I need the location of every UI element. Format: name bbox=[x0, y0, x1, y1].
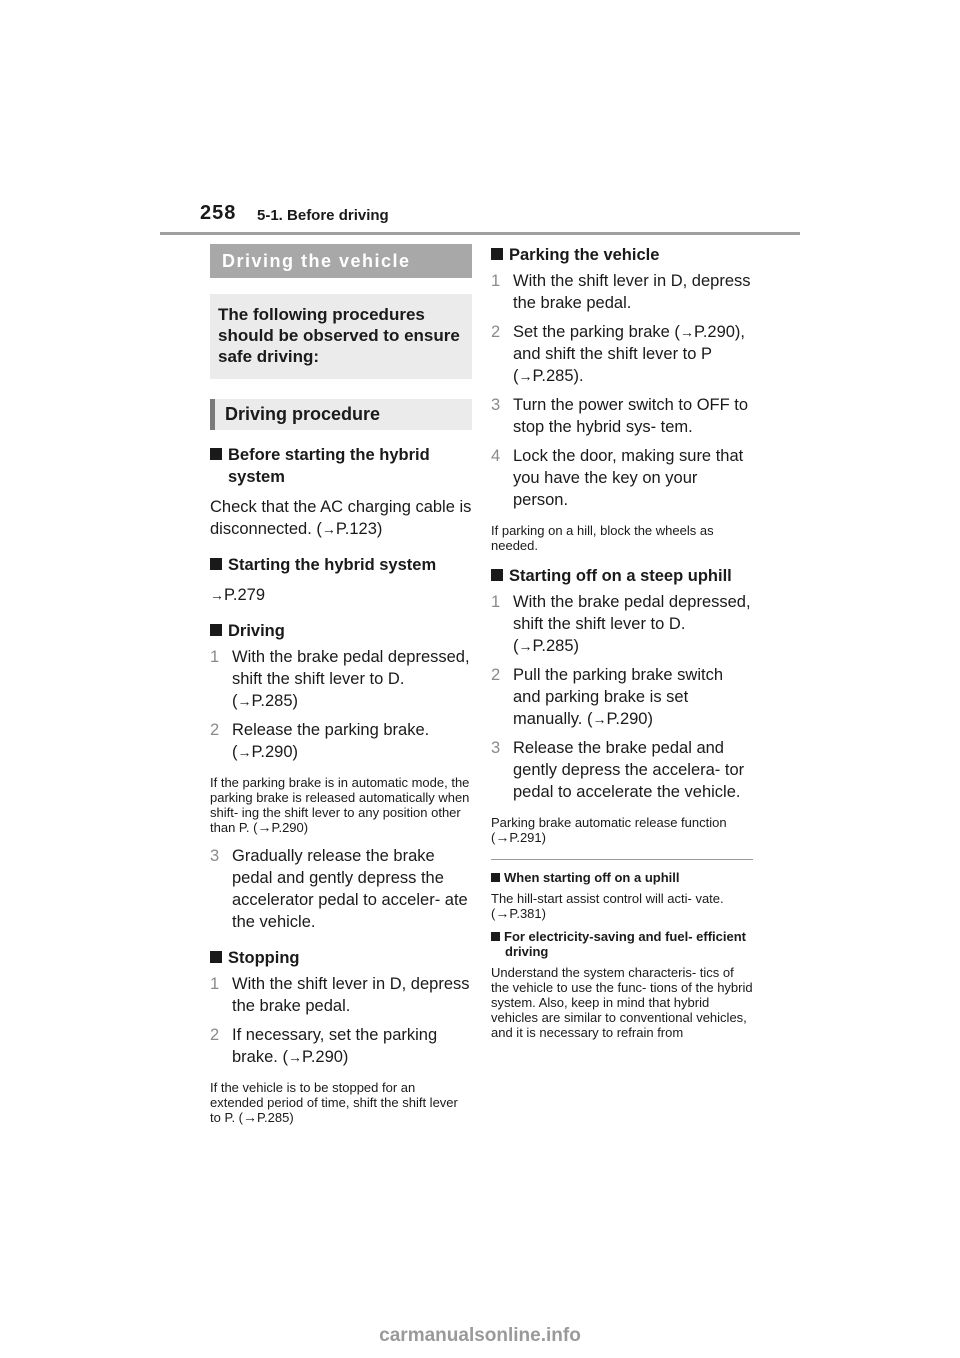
page-ref-link[interactable]: P.279 bbox=[224, 586, 265, 604]
before-start-text: Check that the AC charging cable is disconnected. (→P.123) bbox=[210, 498, 472, 538]
info-heading: When starting off on a uphill bbox=[491, 870, 753, 885]
page-ref-link[interactable]: P.290) bbox=[606, 710, 653, 728]
stopping-step: 1 With the shift lever in D, depress the brake pedal. bbox=[210, 975, 470, 1015]
page-ref-link[interactable]: P.290) bbox=[251, 743, 298, 761]
square-bullet-icon bbox=[210, 448, 222, 460]
arrow-right-icon: → bbox=[287, 1049, 302, 1065]
page-ref-link[interactable]: P.123) bbox=[335, 520, 383, 538]
chapter-banner: Driving the vehicle bbox=[210, 244, 472, 278]
page-ref-link[interactable]: P.285) bbox=[532, 637, 579, 655]
square-bullet-icon bbox=[491, 569, 503, 581]
info-heading: For electricity-saving and fuel- efficient driving bbox=[491, 929, 753, 959]
starting-heading: Starting the hybrid system bbox=[210, 554, 472, 576]
uphill-step: 2 Pull the parking brake switch and parking brake is set manually. (→P.290) bbox=[491, 666, 724, 728]
page-ref-link[interactable]: P.381) bbox=[509, 906, 546, 921]
page-ref-link[interactable]: P.285) bbox=[257, 1110, 294, 1125]
driving-note: If the parking brake is in automatic mode, the parking brake is released automatically when shift- ing the shift lever to any position other than P. (→P.290) bbox=[210, 775, 470, 835]
driving-procedure-heading: Driving procedure bbox=[210, 399, 472, 430]
info-divider bbox=[491, 859, 753, 860]
starting-ref bbox=[210, 584, 472, 606]
page-ref-link[interactable]: P.290) bbox=[301, 1048, 349, 1066]
page-header bbox=[160, 202, 800, 236]
arrow-right-icon: → bbox=[237, 693, 252, 709]
page-ref-link[interactable]: P.290), and shift the shift lever to P ( bbox=[513, 323, 746, 385]
arrow-right-icon: → bbox=[210, 587, 224, 603]
parking-step: 1 With the shift lever in D, depress the brake pedal. bbox=[491, 272, 751, 312]
uphill-step: 1 With the brake pedal depressed, shift the shift lever to D. (→P.285) bbox=[491, 593, 751, 655]
page-ref-link[interactable]: P.285) bbox=[251, 692, 298, 710]
stopping-note: If the vehicle is to be stopped for an extended period of time, shift the shift lever to P. (→P.285) bbox=[210, 1080, 458, 1125]
arrow-right-icon: → bbox=[243, 1109, 258, 1125]
driving-step: 1 With the brake pedal depressed, shift the shift lever to D. (→P.285) bbox=[210, 648, 470, 710]
page-ref-link[interactable]: P.290) bbox=[271, 820, 309, 835]
square-bullet-icon bbox=[491, 932, 500, 941]
parking-step: 4 Lock the door, making sure that you have the key on your person. bbox=[491, 447, 744, 509]
square-bullet-icon bbox=[210, 558, 222, 570]
arrow-right-icon: → bbox=[237, 744, 252, 760]
arrow-right-icon: → bbox=[518, 638, 533, 654]
parking-step: 2 Set the parking brake (→P.290), and shift the shift lever to P (→P.285). bbox=[491, 323, 746, 385]
right-column bbox=[491, 244, 753, 1040]
uphill-note: Parking brake automatic release function (→P.291) bbox=[491, 815, 727, 845]
info-text: The hill-start assist control will acti- vate. (→P.381) bbox=[491, 891, 724, 921]
parking-note: If parking on a hill, block the wheels as needed. bbox=[491, 523, 714, 553]
driving-step: 3 Gradually release the brake pedal and gently depress the accelerator pedal to acceler- ate the vehicle. bbox=[210, 847, 468, 931]
arrow-right-icon: → bbox=[679, 324, 694, 340]
intro-box: The following procedures should be observed to ensure safe driving: bbox=[210, 294, 472, 379]
arrow-right-icon: → bbox=[495, 905, 510, 921]
parking-heading: Parking the vehicle bbox=[491, 244, 753, 266]
square-bullet-icon bbox=[210, 624, 222, 636]
before-start-heading: Before starting the hybrid system bbox=[210, 444, 472, 488]
arrow-right-icon: → bbox=[321, 521, 336, 537]
driving-step: 2 Release the parking brake. (→P.290) bbox=[210, 721, 430, 761]
square-bullet-icon bbox=[491, 873, 500, 882]
arrow-right-icon: → bbox=[592, 711, 607, 727]
parking-step: 3 Turn the power switch to OFF to stop the hybrid sys- tem. bbox=[491, 396, 749, 436]
uphill-heading: Starting off on a steep uphill bbox=[491, 565, 753, 587]
page-number: 258 bbox=[200, 202, 237, 224]
square-bullet-icon bbox=[491, 248, 503, 260]
watermark: carmanualsonline.info bbox=[379, 1325, 581, 1346]
info-text: Understand the system characteris- tics of the vehicle to use the func- tions of the hybrid system. Also, keep in mind that hybrid vehicles are similar to conventional vehicles, and it is necessary to refrain from bbox=[491, 965, 753, 1040]
stopping-step: 2 If necessary, set the parking brake. (→P.290) bbox=[210, 1026, 438, 1066]
arrow-right-icon: → bbox=[518, 368, 533, 384]
arrow-right-icon: → bbox=[257, 819, 272, 835]
section-title: 5-1. Before driving bbox=[257, 207, 389, 224]
header-divider bbox=[160, 232, 800, 235]
stopping-heading: Stopping bbox=[210, 947, 472, 969]
square-bullet-icon bbox=[210, 951, 222, 963]
arrow-right-icon: → bbox=[495, 829, 510, 845]
page-ref-link[interactable]: P.285). bbox=[532, 367, 584, 385]
uphill-step: 3 Release the brake pedal and gently depress the accelera- tor pedal to accelerate the vehicle. bbox=[491, 739, 745, 801]
left-column bbox=[210, 244, 472, 1125]
driving-heading: Driving bbox=[210, 620, 472, 642]
page-ref-link[interactable]: P.291) bbox=[509, 830, 546, 845]
